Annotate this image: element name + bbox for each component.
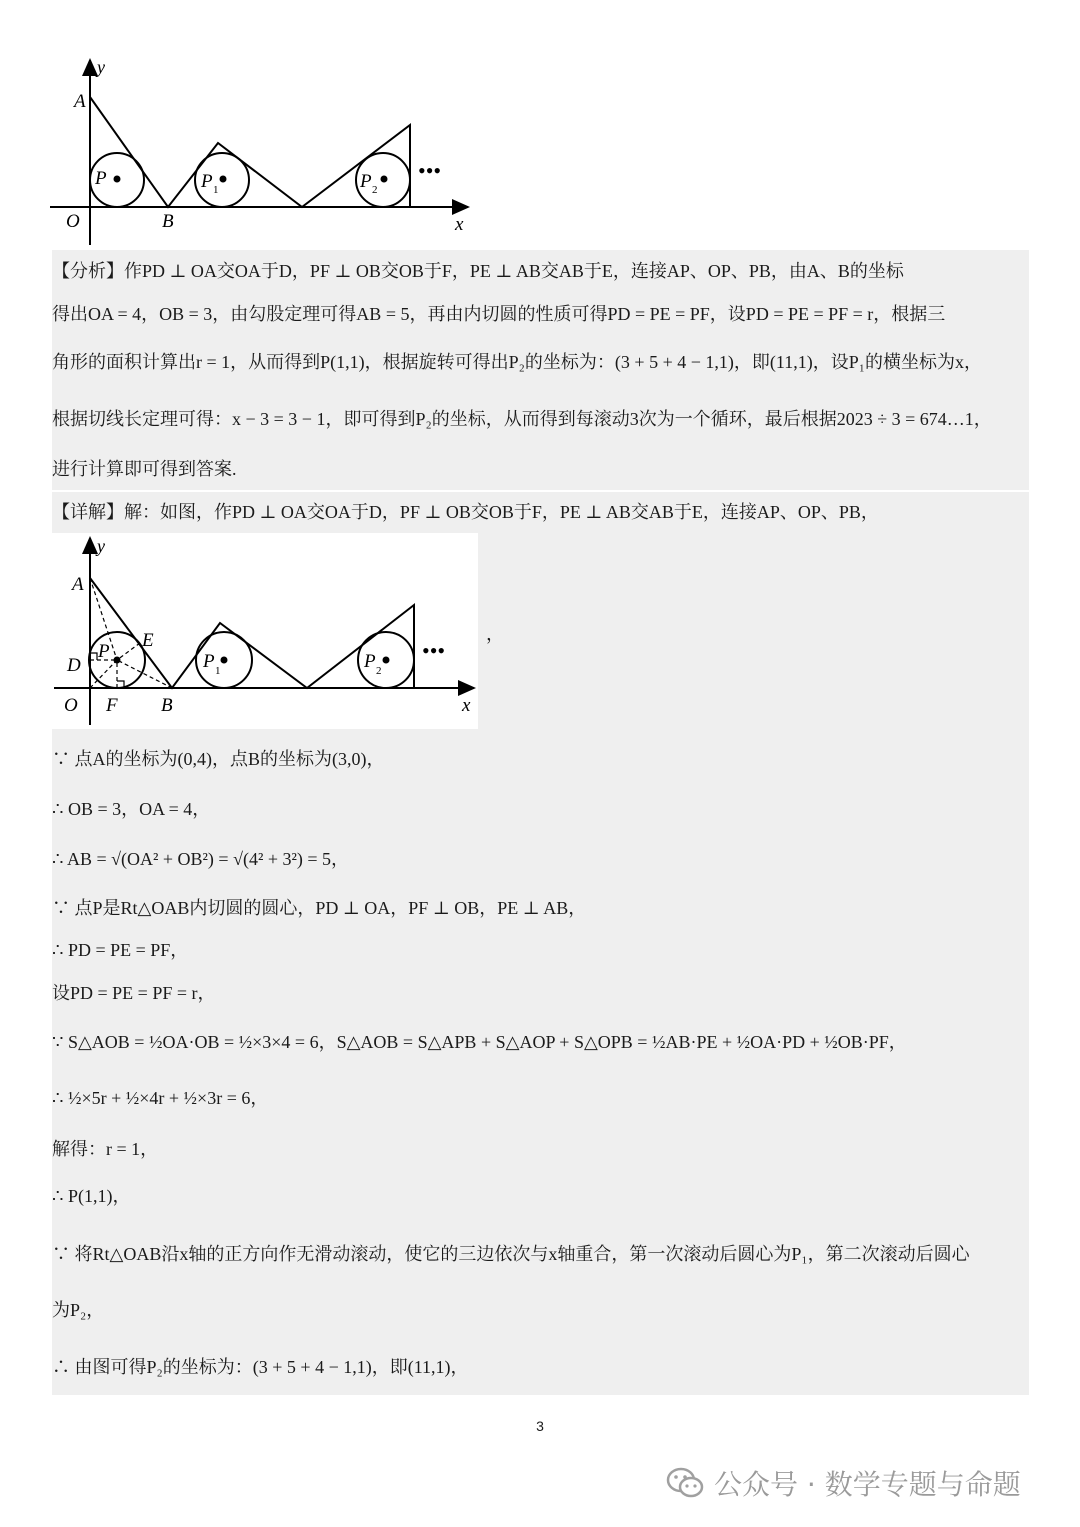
solution-line: ∵ 将Rt△OAB沿x轴的正方向作无滑动滚动，使它的三边依次与x轴重合，第一次滚动后圆心为P₁，第二次滚动后圆心 xyxy=(52,1244,970,1264)
label-y: y xyxy=(97,536,105,556)
label-p1: P xyxy=(203,651,215,672)
analysis-line: 【分析】作PD ⊥ OA交OA于D，PF ⊥ OB交OB于F，PE ⊥ AB交AB于E，连接AP、OP、PB，由A、B的坐标 xyxy=(52,261,904,281)
center-p1 xyxy=(220,176,227,183)
label-p1: P xyxy=(201,171,213,192)
label-o: O xyxy=(64,695,78,716)
label-f: F xyxy=(106,695,118,716)
figure-trailing-comma: ， xyxy=(486,624,504,644)
continuation-dots: ••• xyxy=(418,158,442,183)
continuation-dots: ••• xyxy=(422,638,446,663)
figure-rolling-triangle xyxy=(40,55,480,250)
page-number: 3 xyxy=(536,1418,544,1434)
label-b: B xyxy=(162,211,174,232)
label-p1-sub: 1 xyxy=(215,665,221,677)
solution-line: ∵ 点A的坐标为(0,4)，点B的坐标为(3,0)， xyxy=(52,749,385,769)
label-d: D xyxy=(67,655,81,676)
center-p xyxy=(114,176,121,183)
solution-line: ∴ PD = PE = PF， xyxy=(52,940,189,960)
analysis-line: 角形的面积计算出r = 1，从而得到P(1,1)，根据旋转可得出P₂的坐标为：(3 + 5 + 4 − 1,1)，即(11,1)，设P₁的横坐标为x， xyxy=(52,352,982,372)
label-a: A xyxy=(74,91,86,112)
label-p: P xyxy=(98,641,110,662)
solution-line: ∴ ½×5r + ½×4r + ½×3r = 6， xyxy=(52,1088,269,1108)
label-x: x xyxy=(462,695,471,716)
solution-line: ∵ 点P是Rt△OAB内切圆的圆心，PD ⊥ OA，PF ⊥ OB，PE ⊥ AB， xyxy=(52,898,587,918)
solution-line: ∵ S△AOB = ½OA·OB = ½×3×4 = 6，S△AOB = S△APB + S△AOP + S△OPB = ½AB·PE + ½OA·PD + ½OB·PF， xyxy=(52,1032,907,1052)
figure-incircle-construction xyxy=(52,533,478,729)
solution-line: 设PD = PE = PF = r， xyxy=(52,983,216,1003)
label-p2: P xyxy=(364,651,376,672)
analysis-line: 进行计算即可得到答案. xyxy=(52,459,237,479)
label-p2-sub: 2 xyxy=(372,184,378,196)
footer-text: 公众号 · 数学专题与命题 xyxy=(714,1468,1021,1501)
solution-line: 为P₂， xyxy=(52,1300,105,1320)
center-p2 xyxy=(381,176,388,183)
label-a: A xyxy=(72,574,84,595)
center-p2 xyxy=(383,657,390,664)
solution-line: ∴ AB = √(OA² + OB²) = √(4² + 3²) = 5， xyxy=(52,849,350,869)
label-y: y xyxy=(97,57,105,77)
label-p1-sub: 1 xyxy=(213,184,219,196)
wechat-icon xyxy=(666,1466,704,1500)
detail-intro: 【详解】解：如图，作PD ⊥ OA交OA于D，PF ⊥ OB交OB于F，PE ⊥ AB交AB于E，连接AP、OP、PB， xyxy=(52,502,879,522)
center-p xyxy=(114,657,121,664)
label-o: O xyxy=(66,211,80,232)
label-p2: P xyxy=(360,171,372,192)
analysis-line: 得出OA = 4，OB = 3，由勾股定理可得AB = 5，再由内切圆的性质可得PD = PE = PF，设PD = PE = PF = r，根据三 xyxy=(52,304,946,324)
solution-line: ∴ P(1,1)， xyxy=(52,1186,131,1206)
footer-watermark xyxy=(666,1463,1021,1503)
solution-line: 解得：r = 1， xyxy=(52,1139,159,1159)
label-b: B xyxy=(161,695,173,716)
solution-line: ∴ OB = 3，OA = 4， xyxy=(52,799,211,819)
label-p2-sub: 2 xyxy=(376,665,382,677)
solution-line: ∴ 由图可得P₂的坐标为：(3 + 5 + 4 − 1,1)，即(11,1)， xyxy=(52,1357,469,1377)
label-e: E xyxy=(142,630,154,651)
label-p: P xyxy=(95,168,107,189)
analysis-line: 根据切线长定理可得：x − 3 = 3 − 1，即可得到P₂的坐标，从而得到每滚动3次为一个循环，最后根据2023 ÷ 3 = 674…1， xyxy=(52,409,992,429)
label-x: x xyxy=(455,214,464,235)
center-p1 xyxy=(221,657,228,664)
